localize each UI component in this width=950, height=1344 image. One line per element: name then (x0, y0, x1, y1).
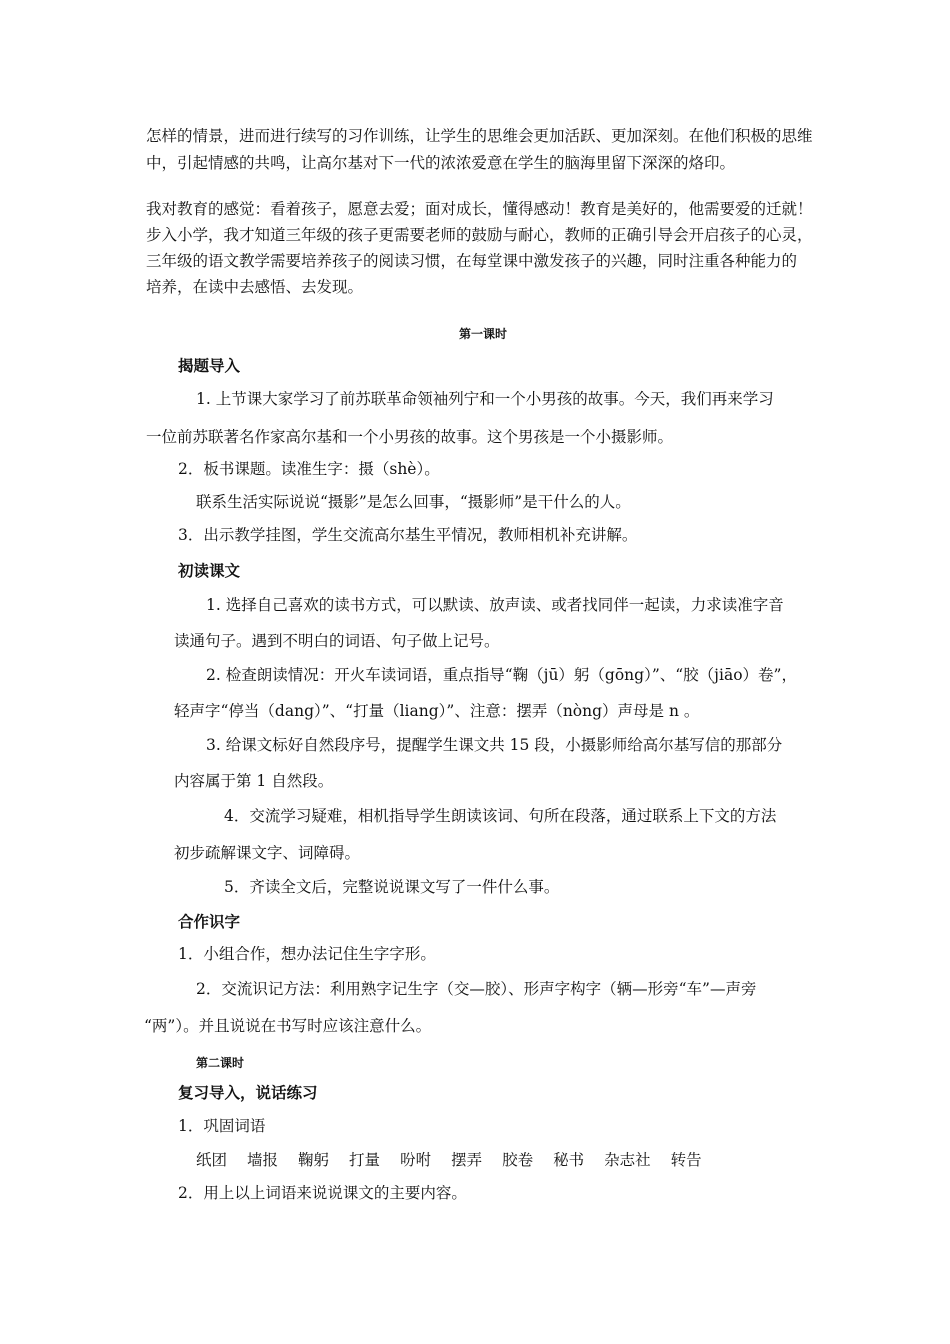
paragraph-line: 2．板书课题。读准生字：摄（shè）。 (178, 460, 440, 478)
vocabulary-word: 转告 (670, 1151, 702, 1169)
intro-line: 怎样的情景，进而进行续写的习作训练，让学生的思维会更加活跃、更加深刻。在他们积极的思维 (146, 127, 813, 145)
paragraph-line: 联系生活实际说说“摄影”是怎么回事，“摄影师”是干什么的人。 (196, 493, 631, 511)
paragraph-line: 3．出示教学挂图，学生交流高尔基生平情况，教师相机补充讲解。 (178, 526, 638, 544)
vocabulary-word: 杂志社 (604, 1151, 651, 1169)
paragraph-line: 2. 检查朗读情况：开火车读词语，重点指导“鞠（jū）躬（gōng）”、“胶（jiāo）卷”， (206, 666, 797, 684)
vocabulary-word: 胶卷 (502, 1151, 534, 1169)
vocabulary-word: 打量 (349, 1151, 381, 1169)
vocabulary-word: 纸团 (196, 1151, 228, 1169)
paragraph-line: 初步疏解课文字、词障碍。 (174, 844, 361, 862)
paragraph-line: 2．用上以上词语来说说课文的主要内容。 (178, 1184, 467, 1202)
vocabulary-word: 秘书 (553, 1151, 585, 1169)
vocabulary-row (196, 1149, 722, 1171)
paragraph-line: 1. 选择自己喜欢的读书方式，可以默读、放声读、或者找同伴一起读，力求读准字音 (206, 596, 784, 614)
paragraph-line: 一位前苏联著名作家高尔基和一个小男孩的故事。这个男孩是一个小摄影师。 (146, 428, 674, 446)
paragraph-line: 5．齐读全文后，完整说说课文写了一件什么事。 (224, 878, 560, 896)
intro-line: 三年级的语文教学需要培养孩子的阅读习惯，在每堂课中激发孩子的兴趣，同时注重各种能力的 (146, 252, 798, 270)
section-heading: 合作识字 (178, 912, 241, 931)
vocabulary-word: 墙报 (247, 1151, 279, 1169)
section-heading: 初读课文 (178, 561, 241, 580)
section-heading: 复习导入，说话练习 (178, 1083, 318, 1102)
vocabulary-word: 摆弄 (451, 1151, 483, 1169)
paragraph-line: 3. 给课文标好自然段序号，提醒学生课文共 15 段，小摄影师给高尔基写信的那部分 (206, 736, 783, 754)
paragraph-line: 1. 上节课大家学习了前苏联革命领袖列宁和一个小男孩的故事。今天，我们再来学习 (196, 390, 774, 408)
paragraph-line: 轻声字“停当（dang）”、“打量（liang）”、注意：摆弄（nòng）声母是 n 。 (174, 702, 700, 720)
section-heading: 揭题导入 (178, 356, 241, 375)
intro-line: 培养，在读中去感悟、去发现。 (146, 278, 364, 296)
vocabulary-word: 吩咐 (400, 1151, 432, 1169)
paragraph-line: 内容属于第 1 自然段。 (174, 772, 334, 790)
paragraph-line: 1．巩固词语 (178, 1117, 266, 1135)
lesson1-title: 第一课时 (459, 327, 508, 341)
paragraph-line: 4．交流学习疑难，相机指导学生朗读该词、句所在段落，通过联系上下文的方法 (224, 807, 777, 825)
intro-line: 我对教育的感觉：看着孩子，愿意去爱；面对成长，懂得感动！教育是美好的，他需要爱的迁就！ (146, 200, 813, 218)
intro-line: 步入小学，我才知道三年级的孩子更需要老师的鼓励与耐心，教师的正确引导会开启孩子的心灵， (146, 226, 813, 244)
intro-line: 中，引起情感的共鸣，让高尔基对下一代的浓浓爱意在学生的脑海里留下深深的烙印。 (146, 154, 736, 172)
paragraph-line: “两”）。并且说说在书写时应该注意什么。 (144, 1017, 432, 1035)
paragraph-line: 读通句子。遇到不明白的词语、句子做上记号。 (174, 632, 500, 650)
paragraph-line: 2．交流识记方法：利用熟字记生字（交—胶）、形声字构字（辆—形旁“车”—声旁 (196, 980, 757, 998)
vocabulary-word: 鞠躬 (298, 1151, 330, 1169)
lesson2-title: 第二课时 (196, 1056, 245, 1070)
paragraph-line: 1．小组合作，想办法记住生字字形。 (178, 945, 436, 963)
